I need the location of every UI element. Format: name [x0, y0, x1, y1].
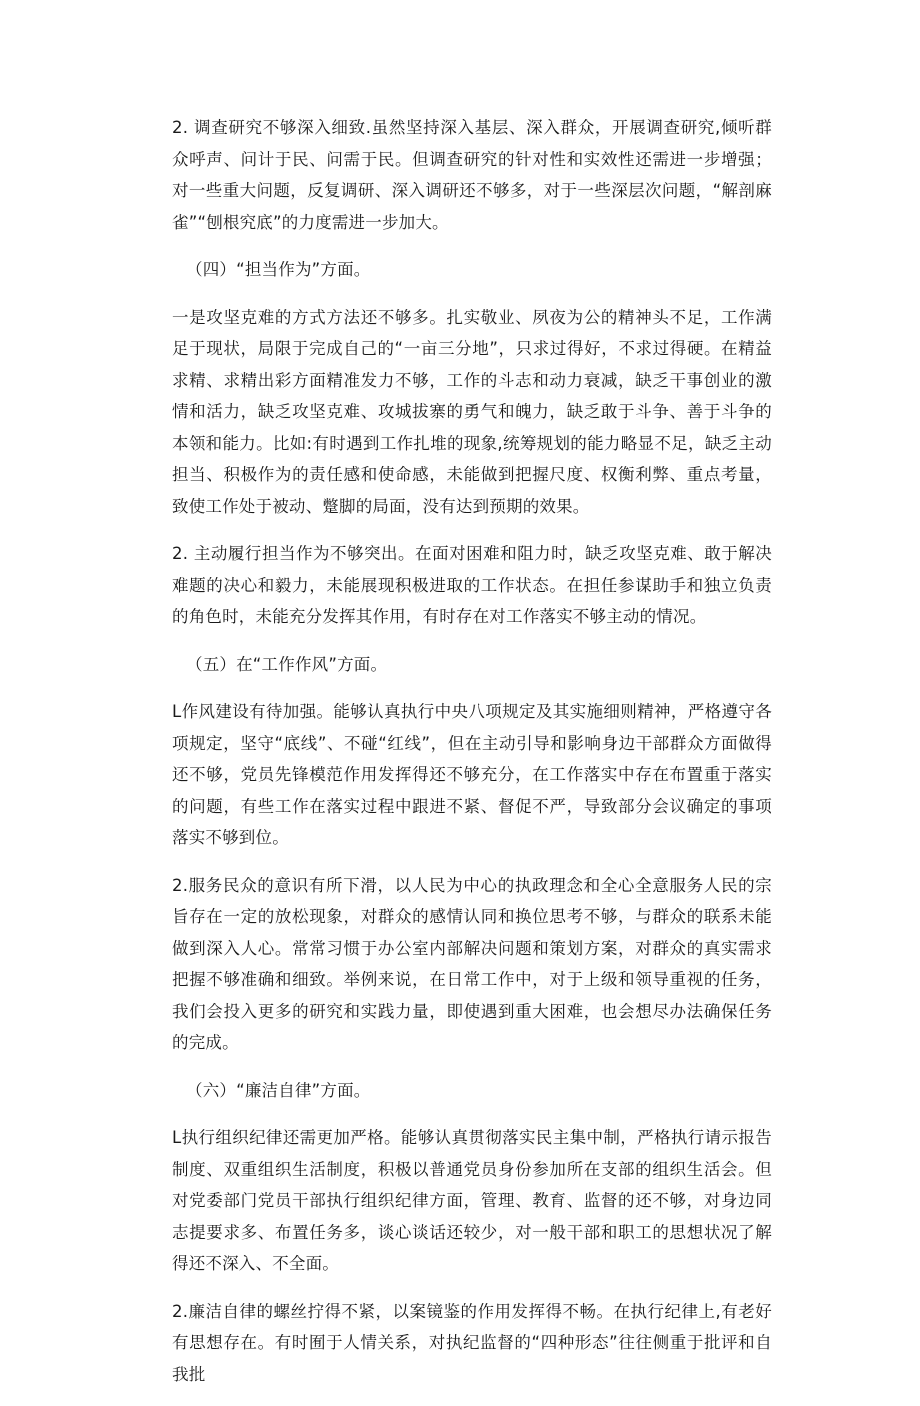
paragraph-organizational-discipline: L执行组织纪律还需更加严格。能够认真贯彻落实民主集中制，严格执行请示报告制度、双重组织生活制度，积极以普通党员身份参加所在支部的组织生活会。但对党委部门党员干部执行组织纪律方面，管理、教育、监督的还不够，对身边同志提要求多、布置任务多，谈心谈话还较少，对一般干部和职工的思想状况了解得还不深入、不全面。 [172, 1128, 772, 1273]
paragraph-initiative: 2. 主动履行担当作为不够突出。在面对困难和阻力时，缺乏攻坚克难、敢于解决难题的决心和毅力，未能展现积极进取的工作状态。在担任参谋助手和独立负责的角色时，未能充分发挥其作用，有时存在对工作落实不够主动的情况。 [172, 544, 772, 626]
section-heading-work-style: （五）在“工作作风”方面。 [186, 654, 388, 674]
paragraph-research: 2. 调查研究不够深入细致.虽然坚持深入基层、深入群众，开展调查研究,倾听群众呼声、问计于民、问需于民。但调查研究的针对性和实效性还需进一步增强；对一些重大问题，反复调研、深入调研还不够多，对于一些深层次问题，“解剖麻雀”“刨根究底”的力度需进一步加大。 [172, 118, 772, 232]
paragraph-serving-people: 2.服务民众的意识有所下滑，以人民为中心的执政理念和全心全意服务人民的宗旨存在一定的放松现象，对群众的感情认同和换位思考不够，与群众的联系未能做到深入人心。常常习惯于办公室内部解决问题和策划方案，对群众的真实需求把握不够准确和细致。举例来说，在日常工作中，对于上级和领导重视的任务，我们会投入更多的研究和实践力量，即使遇到重大困难，也会想尽办法确保任务的完成。 [172, 875, 772, 1052]
paragraph-tackling-difficulties: 一是攻坚克难的方式方法还不够多。扎实敬业、夙夜为公的精神头不足，工作满足于现状，局限于完成自己的“一亩三分地”，只求过得好，不求过得硬。在精益求精、求精出彩方面精准发力不够，工作的斗志和动力衰减，缺乏干事创业的激情和活力，缺乏攻坚克难、攻城拔寨的勇气和魄力，缺乏敢于斗争、善于斗争的本领和能力。比如:有时遇到工作扎堆的现象,统筹规划的能力略显不足，缺乏主动担当、积极作为的责任感和使命感，未能做到把握尺度、权衡利弊、重点考量，致使工作处于被动、蹩脚的局面，没有达到预期的效果。 [172, 307, 772, 516]
paragraph-style-building: L作风建设有待加强。能够认真执行中央八项规定及其实施细则精神，严格遵守各项规定，坚守“底线”、不碰“红线”，但在主动引导和影响身边干部群众方面做得还不够，党员先锋模范作用发挥得还不够充分，在工作落实中存在布置重于落实的问题，有些工作在落实过程中跟进不紧、督促不严，导致部分会议确定的事项落实不够到位。 [172, 702, 772, 847]
section-heading-responsibility: （四）“担当作为”方面。 [186, 260, 371, 279]
section-heading-integrity: （六）“廉洁自律”方面。 [186, 1080, 371, 1100]
paragraph-self-discipline: 2.廉洁自律的螺丝拧得不紧，以案镜鉴的作用发挥得不畅。在执行纪律上,有老好有思想存在。有时囿于人情关系，对执纪监督的“四种形态”往往侧重于批评和自我批 [172, 1301, 772, 1384]
document-body [172, 112, 772, 1406]
